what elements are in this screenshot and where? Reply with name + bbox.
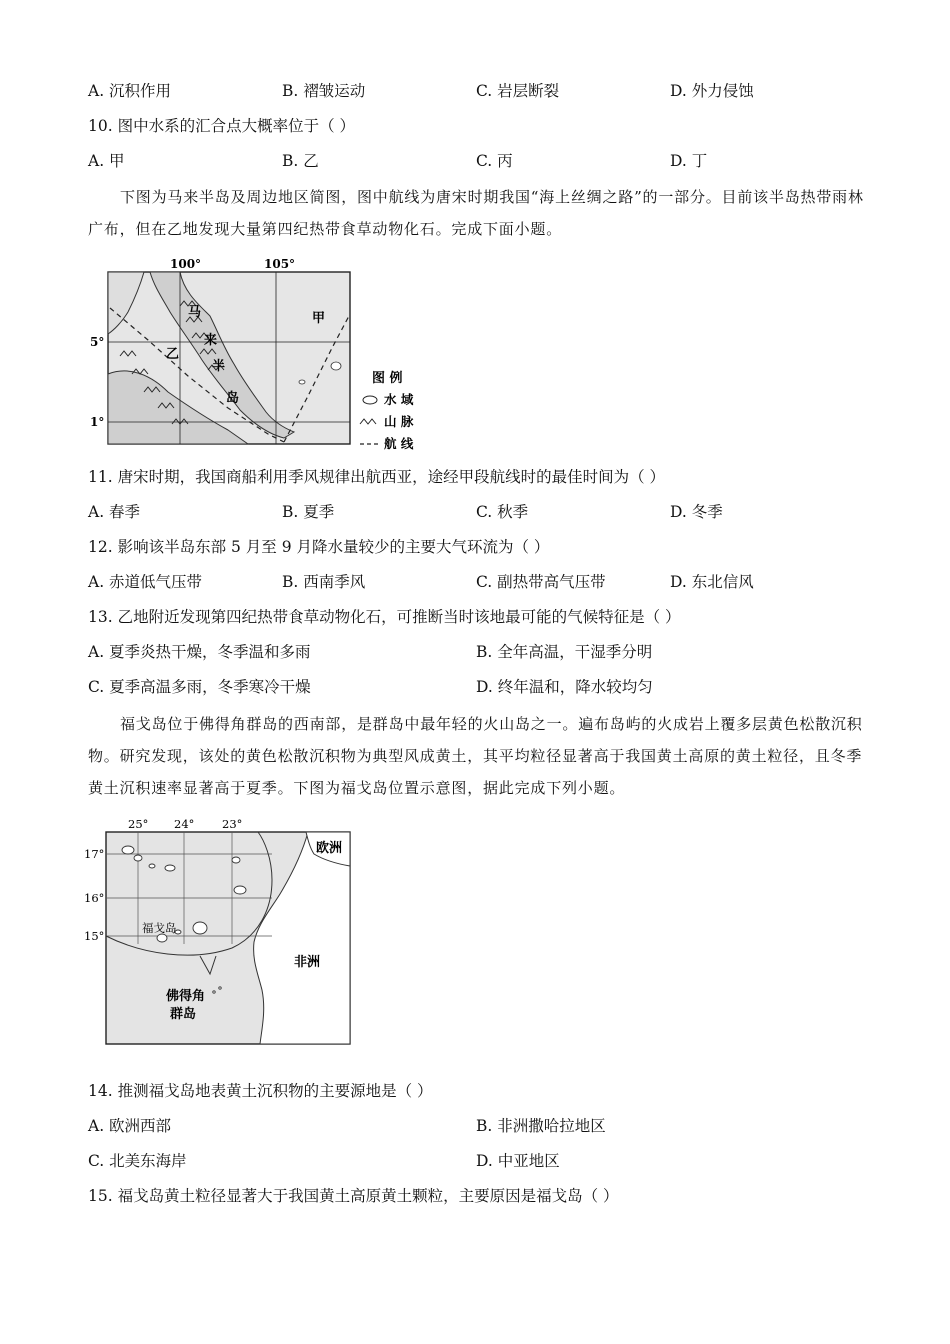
map1-lat-label-1: 1° <box>90 415 105 429</box>
q12-option-b: B. 西南季风 <box>282 573 366 591</box>
q9-option-c: C. 岩层断裂 <box>476 82 560 100</box>
map1-lon-label-105: 105° <box>264 257 296 271</box>
map1-island <box>331 362 341 370</box>
q12-option-c: C. 副热带高气压带 <box>476 573 606 591</box>
q10-option-c: C. 丙 <box>476 152 513 170</box>
q11-option-b: B. 夏季 <box>282 503 335 521</box>
map1-legend-mountain-symbol <box>360 419 376 424</box>
q14-stem: 14. 推测福戈岛地表黄土沉积物的主要源地是（ ） <box>88 1082 433 1100</box>
q12-option-d: D. 东北信风 <box>670 573 754 591</box>
map2-label-archipelago: 群岛 <box>170 1007 197 1022</box>
q15-stem: 15. 福戈岛黄土粒径显著大于我国黄土高原黄土颗粒，主要原因是福戈岛（ ） <box>88 1187 619 1205</box>
q9-option-b: B. 褶皱运动 <box>282 82 366 100</box>
passage-malay-peninsula: 下图为马来半岛及周边地区简图，图中航线为唐宋时期我国“海上丝绸之路”的一部分。目前该半岛热带雨林广布，但在乙地发现大量第四纪热带食草动物化石。完成下面小题。 <box>88 188 864 238</box>
q10-option-b: B. 乙 <box>282 152 319 170</box>
q9-option-a: A. 沉积作用 <box>88 82 172 100</box>
q10-option-d: D. 丁 <box>670 152 708 170</box>
q13-stem: 13. 乙地附近发现第四纪热带食草动物化石，可推断当时该地最可能的气候特征是（ ） <box>88 608 681 626</box>
map1-island <box>299 380 305 384</box>
q12-option-a: A. 赤道低气压带 <box>88 573 203 591</box>
q13-option-b: B. 全年高温，干湿季分明 <box>476 643 653 661</box>
map2-lon-label-23: 23° <box>222 817 243 831</box>
map1-legend-title: 图 例 <box>372 371 403 386</box>
map1-legend-water-symbol <box>363 396 377 404</box>
map1-lon-label-100: 100° <box>170 257 202 271</box>
q13-option-d: D. 终年温和，降水较均匀 <box>476 678 653 696</box>
map2-lat-label-15: 15° <box>84 929 105 943</box>
map1-label-dao: 岛 <box>226 391 240 406</box>
q9-option-d: D. 外力侵蚀 <box>670 82 754 100</box>
q10-option-a: A. 甲 <box>88 152 125 170</box>
map1-legend-route: 航 线 <box>384 436 414 451</box>
map1-label-jia: 甲 <box>312 311 326 326</box>
map2-label-europe: 欧洲 <box>316 841 343 856</box>
q10-stem: 10. 图中水系的汇合点大概率位于（ ） <box>88 117 356 135</box>
q11-stem: 11. 唐宋时期，我国商船利用季风规律出航西亚，途经甲段航线时的最佳时间为（ ） <box>88 468 666 486</box>
map1-label-lai: 来 <box>204 333 218 348</box>
fogo-island-map <box>82 814 358 1048</box>
map2-label-africa: 非洲 <box>294 955 321 970</box>
map1-label-ban: 半 <box>212 359 226 374</box>
malay-peninsula-map <box>88 256 438 454</box>
map1-legend-mountain: 山 脉 <box>384 414 414 429</box>
q13-option-c: C. 夏季高温多雨，冬季寒冷干燥 <box>88 678 311 696</box>
map2-label-fogo: 福戈岛 <box>142 921 177 935</box>
map1-lat-label-5: 5° <box>90 335 105 349</box>
map1-label-ma: 马 <box>188 305 202 320</box>
passage-fogo-island: 福戈岛位于佛得角群岛的西南部，是群岛中最年轻的火山岛之一。遍布岛屿的火成岩上覆多层黄色松散沉积物。研究发现，该处的黄色松散沉积物为典型风成黄土，其平均粒径显著高于我国黄土高原的黄土粒径，且冬季黄土沉积速率显著高于夏季。下图为福戈岛位置示意图，据此完成下列小题。 <box>88 715 863 797</box>
q11-option-a: A. 春季 <box>88 503 141 521</box>
q11-option-c: C. 秋季 <box>476 503 529 521</box>
q14-option-d: D. 中亚地区 <box>476 1152 560 1170</box>
map1-legend-water: 水 域 <box>384 392 414 407</box>
q13-option-a: A. 夏季炎热干燥，冬季温和多雨 <box>88 643 311 661</box>
map2-lon-label-24: 24° <box>174 817 195 831</box>
map1-label-yi: 乙 <box>166 347 180 362</box>
map2-lat-label-17: 17° <box>84 847 105 861</box>
map2-lat-label-16: 16° <box>84 891 105 905</box>
q12-stem: 12. 影响该半岛东部 5 月至 9 月降水量较少的主要大气环流为（ ） <box>88 538 550 556</box>
map2-lon-label-25: 25° <box>128 817 149 831</box>
map2-label-cape-verde: 佛得角 <box>166 989 206 1004</box>
q11-option-d: D. 冬季 <box>670 503 723 521</box>
q14-option-b: B. 非洲撒哈拉地区 <box>476 1117 606 1135</box>
q14-option-a: A. 欧洲西部 <box>88 1117 172 1135</box>
q14-option-c: C. 北美东海岸 <box>88 1152 187 1170</box>
